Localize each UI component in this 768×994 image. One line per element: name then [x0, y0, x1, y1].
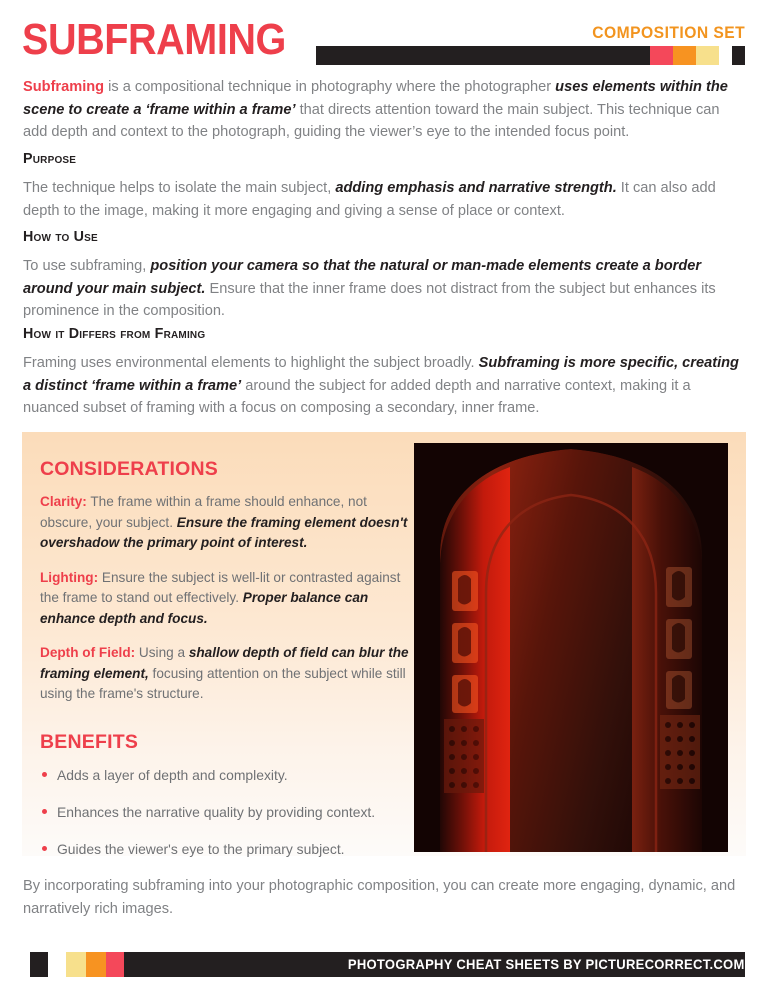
footer-bar-segment-1 [66, 952, 86, 977]
lead-part2: that directs attention toward the main subject. This technique can add depth and context to the photograph, guiding the viewer’s eye to the intended focus point. [23, 101, 720, 140]
closing-paragraph: By incorporating subframing into your photographic composition, you can create more engaging, dynamic, and narratively rich images. [23, 878, 736, 917]
section-emphasis: position your camera so that the natural or man-made elements create a border around your main subject. [23, 258, 702, 297]
section-body [23, 255, 746, 323]
benefits-list [40, 765, 410, 859]
page-header [0, 0, 768, 72]
header-kicker: COMPOSITION SET [592, 23, 745, 42]
consideration-part1: Ensure the subject is well-lit or contrasted against the frame to stand out effectively. [40, 569, 401, 605]
section-part1: The technique helps to isolate the main subject, [23, 180, 336, 196]
page-footer [0, 952, 768, 977]
page-title: SUBFRAMING [22, 15, 286, 64]
panel-text-column [40, 458, 410, 876]
footer-bar-segment-0 [30, 952, 48, 977]
section-part1: Framing uses environmental elements to highlight the subject broadly. [23, 355, 479, 371]
section-emphasis: Subframing is more specific, creating a distinct ‘frame within a frame’ [23, 355, 739, 394]
section-heading: How it Differs from Framing [23, 326, 206, 342]
footer-attribution: PHOTOGRAPHY CHEAT SHEETS BY PICTURECORRECT.COM [348, 956, 745, 972]
benefits-heading: BENEFITS [40, 730, 139, 753]
lead-paragraph [23, 76, 746, 144]
header-bar-segment-3 [696, 46, 719, 65]
consideration-item [40, 568, 410, 630]
consideration-emphasis: Proper balance can enhance depth and focus. [40, 590, 369, 626]
consideration-label: Clarity: [40, 494, 87, 509]
section-purpose [23, 150, 746, 222]
header-color-bar [316, 46, 745, 65]
section-part2: It can also add depth to the image, making it more engaging and giving a sense of place or context. [23, 180, 716, 219]
header-bar-segment-2 [673, 46, 696, 65]
header-bar-segment-5 [732, 46, 745, 65]
list-item: Guides the viewer's eye to the primary subject. [40, 839, 410, 859]
header-bar-segment-1 [650, 46, 673, 65]
section-part1: To use subframing, [23, 258, 151, 274]
section-body [23, 177, 746, 222]
taj-mahal-illustration [414, 443, 728, 852]
consideration-item [40, 643, 410, 705]
consideration-label: Depth of Field: [40, 645, 136, 660]
list-item: Enhances the narrative quality by providing context. [40, 802, 410, 822]
section-body [23, 352, 746, 420]
consideration-emphasis: shallow depth of field can blur the framing element, [40, 645, 409, 681]
footer-bar-segment-3 [106, 952, 124, 977]
lead-term: Subframing [23, 79, 105, 95]
lead-emphasis: uses elements within the scene to create a ‘frame within a frame’ [23, 79, 728, 118]
consideration-emphasis: Ensure the framing element doesn't overshadow the primary point of interest. [40, 514, 408, 550]
consideration-label: Lighting: [40, 569, 99, 585]
consideration-part1: The frame within a frame should enhance, not obscure, your subject. [40, 494, 367, 530]
header-bar-segment-4 [719, 46, 732, 65]
section-part2: Ensure that the inner frame does not distract from the subject but enhances its prominence in the composition. [23, 280, 716, 319]
considerations-panel [22, 432, 746, 856]
section-heading: How to Use [23, 229, 98, 245]
section-how-to-use [23, 228, 746, 323]
list-item: Adds a layer of depth and complexity. [40, 765, 410, 785]
footer-bar-segment-2 [86, 952, 106, 977]
section-heading: Purpose [23, 151, 77, 167]
considerations-heading: CONSIDERATIONS [40, 458, 218, 480]
section-part2: around the subject for added depth and narrative context, making it a nuanced subset of framing with a focus on composing a secondary, inner frame. [23, 377, 691, 416]
consideration-item [40, 492, 410, 554]
section-how-it-differs [23, 325, 746, 420]
header-bar-segment-0 [316, 46, 650, 65]
lead-part1: is a compositional technique in photography where the photographer [104, 79, 556, 95]
consideration-part2: focusing attention on the subject while still using the frame's structure. [40, 665, 406, 701]
section-emphasis: adding emphasis and narrative strength. [335, 180, 617, 196]
example-photo-taj-mahal [414, 443, 728, 852]
consideration-part1: Using a [135, 645, 189, 660]
